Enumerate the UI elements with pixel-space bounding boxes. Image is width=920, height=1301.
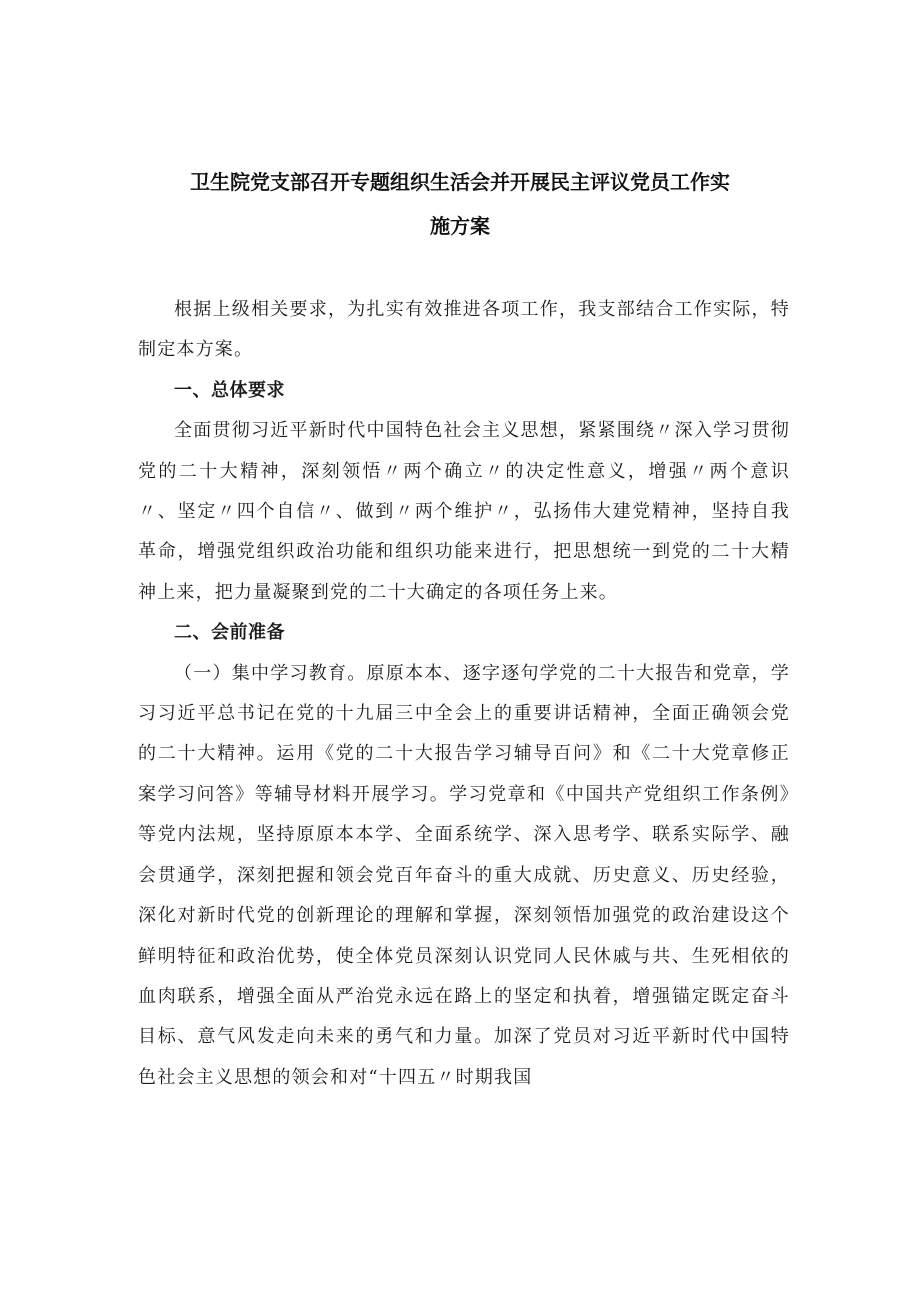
- document-title-line-2: 施方案: [430, 214, 490, 238]
- document-title-line-1: 卫生院党支部召开专题组织生活会并开展民主评议党员工作实: [190, 170, 730, 194]
- section-heading-general-requirements: 一、总体要求: [174, 379, 285, 401]
- general-requirements-paragraph: 全面贯彻习近平新时代中国特色社会主义思想，紧紧围绕〃深入学习贯彻党的二十大精神，深刻领悟〃两个确立〃的决定性意义，增强〃两个意识〃、坚定〃四个自信〃、做到〃两个维护〃，弘扬伟大建党精神，坚持自我革命，增强党组织政治功能和组织功能来进行，把思想统一到党的二十大精神上来，把力量凝聚到党的二十大确定的各项任务上来。: [138, 420, 790, 603]
- section-heading-preparation: 二、会前准备: [174, 622, 285, 644]
- intro-paragraph: 根据上级相关要求，为扎实有效推进各项工作，我支部结合工作实际，特制定本方案。: [138, 299, 790, 361]
- document-body: [138, 290, 790, 1098]
- preparation-paragraph: （一）集中学习教育。原原本本、逐字逐句学党的二十大报告和党章，学习习近平总书记在党的十九届三中全会上的重要讲话精神，全面正确领会党的二十大精神。运用《党的二十大报告学习辅导百问》和《二十大党章修正案学习问答》等辅导材料开展学习。学习党章和《中国共产党组织工作条例》等党内法规，坚持原原本本学、全面系统学、深入思考学、联系实际学、融会贯通学，深刻把握和领会党百年奋斗的重大成就、历史意义、历史经验，深化对新时代党的创新理论的理解和掌握，深刻领悟加强党的政治建设这个鲜明特征和政治优势，使全体党员深刻认识党同人民休戚与共、生死相依的血肉联系，增强全面从严治党永远在路上的坚定和执着，增强锚定既定奋斗目标、意气风发走向未来的勇气和力量。加深了党员对习近平新时代中国特色社会主义思想的领会和对“十四五〃时期我国: [138, 662, 790, 1088]
